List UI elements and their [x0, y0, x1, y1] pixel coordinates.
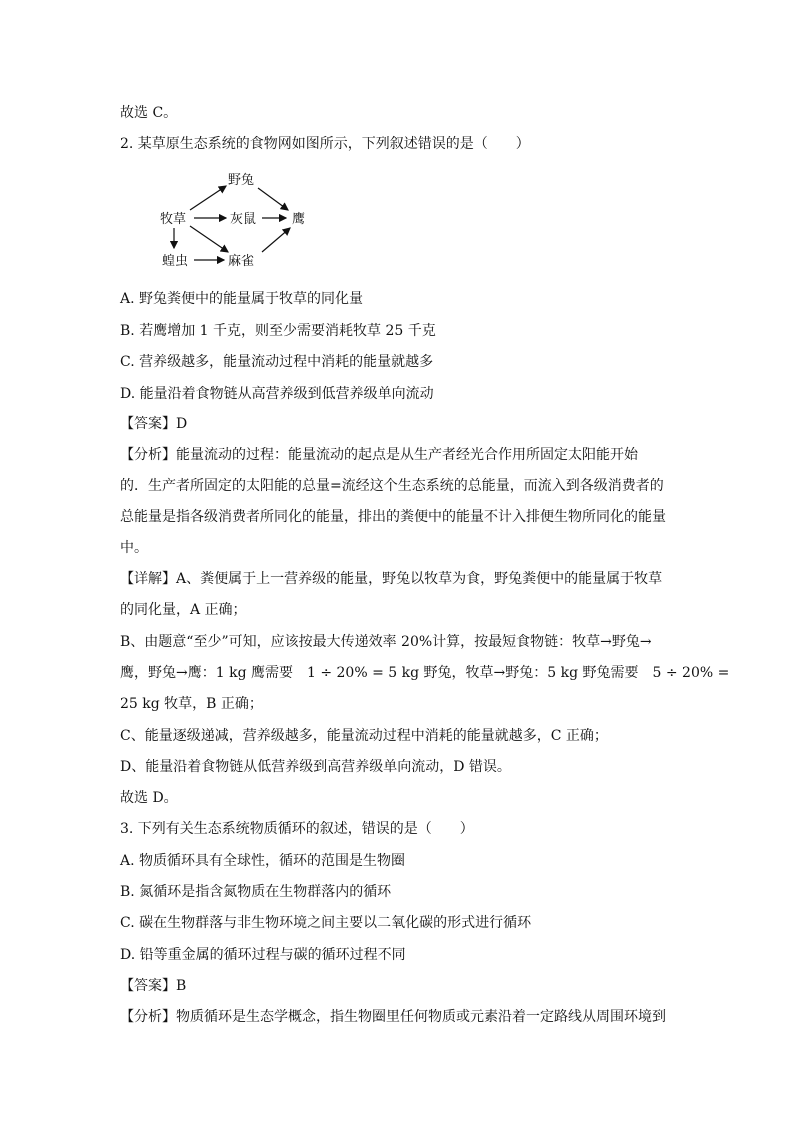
question-2-stem: 2. 某草原生态系统的食物网如图所示，下列叙述错误的是（ ） [120, 136, 530, 152]
detail-line: D、能量沿着食物链从低营养级到高营养级单向流动，D 错误。 [120, 759, 511, 775]
option-d: D. 能量沿着食物链从高营养级到低营养级单向流动 [120, 386, 434, 402]
node-hawk: 鹰 [292, 212, 306, 227]
arrow-grass-rabbit [190, 186, 226, 210]
text-line: 故选 C。 [120, 105, 178, 121]
node-mouse: 灰鼠 [230, 212, 257, 227]
food-web-diagram [158, 168, 318, 272]
detail-line: C、能量逐级递减，营养级越多，能量流动过程中消耗的能量就越多，C 正确； [120, 728, 608, 744]
detail-line: 鹰，野兔→鹰：1 kg 鹰需要 1 ÷ 20% = 5 kg 野兔，牧草→野兔：5 kg 野兔需要 5 ÷ 20% = [120, 665, 730, 681]
option-b: B. 氮循环是指含氮物质在生物群落内的循环 [120, 884, 392, 900]
node-rabbit: 野兔 [228, 173, 255, 188]
text-line: 故选 D。 [120, 790, 178, 806]
arrow-grass-sparrow [190, 226, 228, 252]
detail-line: 【详解】A、粪便属于上一营养级的能量，野兔以牧草为食，野兔粪便中的能量属于牧草 [120, 571, 663, 587]
analysis-line: 【分析】物质循环是生态学概念，指生物圈里任何物质或元素沿着一定路线从周围环境到 [120, 1009, 666, 1025]
node-locust: 蝗虫 [162, 254, 189, 269]
option-a: A. 野兔粪便中的能量属于牧草的同化量 [120, 291, 364, 307]
option-a: A. 物质循环具有全球性，循环的范围是生物圈 [120, 853, 406, 869]
arrow-rabbit-hawk [258, 188, 288, 210]
answer-line: 【答案】B [120, 978, 187, 994]
option-d: D. 铅等重金属的循环过程与碳的循环过程不同 [120, 947, 406, 963]
analysis-line: 【分析】能量流动的过程：能量流动的起点是从生产者经光合作用所固定太阳能开始 [120, 447, 638, 463]
arrow-sparrow-hawk [262, 228, 290, 252]
analysis-line: 的．生产者所固定的太阳能的总量=流经这个生态系统的总能量，而流入到各级消费者的 [120, 478, 664, 494]
option-c: C. 营养级越多，能量流动过程中消耗的能量就越多 [120, 354, 434, 370]
option-b: B. 若鹰增加 1 千克，则至少需要消耗牧草 25 千克 [120, 323, 436, 339]
analysis-line: 总能量是指各级消费者所同化的能量，排出的粪便中的能量不计入排便生物所同化的能量 [120, 509, 666, 525]
question-3-stem: 3. 下列有关生态系统物质循环的叙述，错误的是（ ） [120, 821, 474, 837]
detail-line: B、由题意“至少”可知，应该按最大传递效率 20%计算，按最短食物链：牧草→野兔→ [120, 634, 652, 650]
node-grass: 牧草 [160, 212, 187, 227]
option-c: C. 碳在生物群落与非生物环境之间主要以二氧化碳的形式进行循环 [120, 915, 532, 931]
answer-line: 【答案】D [120, 416, 188, 432]
analysis-line: 中。 [120, 540, 148, 556]
node-sparrow: 麻雀 [228, 254, 255, 269]
detail-line: 25 kg 牧草，B 正确； [120, 696, 263, 712]
detail-line: 的同化量，A 正确； [120, 602, 247, 618]
